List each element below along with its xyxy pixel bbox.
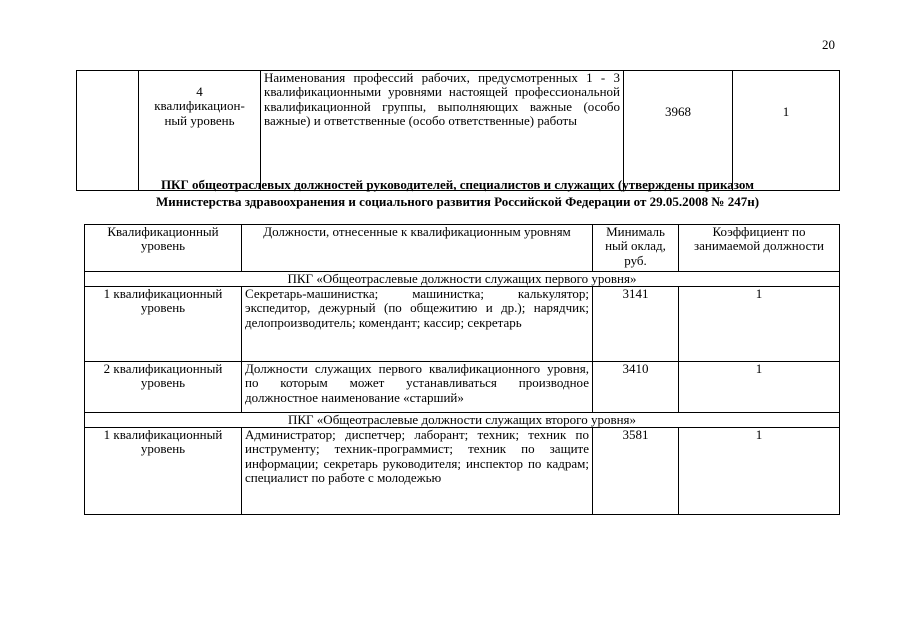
table-row: [85, 428, 840, 515]
table-row: [85, 362, 840, 413]
page-number: 20: [822, 37, 835, 52]
group-title-row: [85, 272, 840, 287]
level-text-1: квалификацион-: [154, 98, 245, 114]
section-title: [76, 176, 839, 210]
header-salary: Минималь ный оклад, руб.: [593, 225, 679, 272]
header-coefficient: Коэффициент по занимаемой должности: [679, 225, 840, 272]
group-title-row: [85, 413, 840, 428]
table-row: [85, 287, 840, 362]
table-header-row: [85, 225, 840, 272]
salary-cell: 3968: [624, 71, 733, 191]
row-salary: 3581: [593, 428, 679, 515]
empty-cell: [77, 71, 139, 191]
level-number: 4: [196, 84, 203, 99]
header-positions: Должности, отнесенные к квалификационным уровням: [242, 225, 593, 272]
row-salary: 3410: [593, 362, 679, 413]
row-positions: Секретарь-машинистка; машинистка; калькулятор; экспедитор, дежурный (по общежитию и др.); нарядчик; делопроизводитель; комендант; кассир; секретарь: [242, 287, 593, 362]
row-level: 1 квалификационный уровень: [85, 287, 242, 362]
row-coefficient: 1: [679, 428, 840, 515]
continuation-table: [76, 70, 840, 191]
group-title: ПКГ «Общеотраслевые должности служащих второго уровня»: [85, 413, 840, 428]
row-positions: Администратор; диспетчер; лаборант; техник; техник по инструменту; техник-программист; техник по защите информации; секретарь руководителя; инспектор по кадрам; специалист по работе с молодежью: [242, 428, 593, 515]
row-coefficient: 1: [679, 287, 840, 362]
table-row: [77, 71, 840, 191]
row-positions: Должности служащих первого квалификационного уровня, по которым может устанавливаться производное должностное наименование «старший»: [242, 362, 593, 413]
profession-description: Наименования профессий рабочих, предусмотренных 1 - 3 квалификационными уровнями настоящей профессиональной квалификационной группы, выполняющих важные (особо важные) и ответственные (особо ответственные) работы: [261, 71, 624, 191]
pkg-table: [84, 224, 840, 515]
row-salary: 3141: [593, 287, 679, 362]
section-title-line-1: ПКГ общеотраслевых должностей руководителей, специалистов и служащих (утверждены приказом: [160, 177, 755, 192]
coefficient-cell: 1: [733, 71, 840, 191]
qualification-level-cell: [139, 71, 261, 191]
row-level: 2 квалификационный уровень: [85, 362, 242, 413]
section-title-line-2: Министерства здравоохранения и социального развития Российской Федерации от 29.05.2008 № 247н): [155, 194, 760, 209]
level-text-2: ный уровень: [164, 112, 235, 128]
row-coefficient: 1: [679, 362, 840, 413]
group-title: ПКГ «Общеотраслевые должности служащих первого уровня»: [85, 272, 840, 287]
row-level: 1 квалификационный уровень: [85, 428, 242, 515]
header-level: Квалификационный уровень: [85, 225, 242, 272]
